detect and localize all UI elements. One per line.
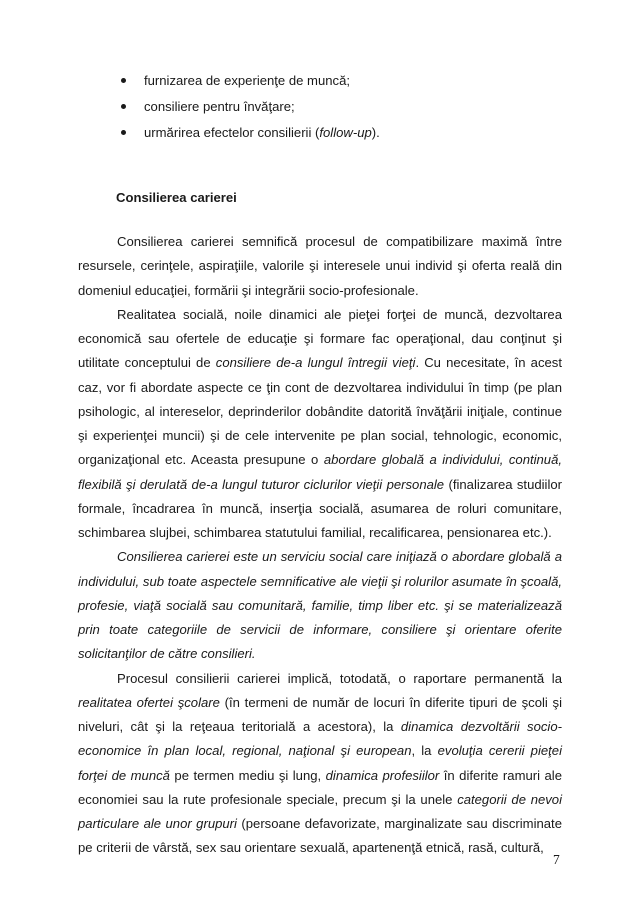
paragraph-4 [78, 667, 562, 861]
paragraph-text: pe termen mediu şi lung, [169, 767, 326, 783]
list-item [118, 68, 558, 94]
section-heading: Consilierea carierei [116, 190, 237, 205]
paragraph-emphasis: dinamica dezvoltării socio-economice în plan local, regional, naţional şi european [78, 719, 562, 759]
body-text [78, 230, 562, 861]
paragraph-emphasis: evoluţia cererii pieţei forţei de muncă [78, 743, 562, 783]
paragraph-text: (în termeni de număr de locuri în diferite tipuri de şcoli şi niveluri, cât şi la reţeaua teritorială a acestora), la [78, 694, 562, 734]
paragraph-text: , la [411, 743, 438, 759]
paragraph-text: . Cu necesitate, în acest caz, vor fi abordate aspecte ce ţin cont de dezvoltarea individului în timp (pe plan psihologic, al intereselor, deprinderilor dobândite datorită învăţării iniţiale, continue şi experienţei muncii) şi de cele intervenite pe plan social, tehnologic, economic, organizaţional etc. Aceasta presupune o [78, 355, 562, 468]
list-item-text-after: ). [371, 125, 380, 140]
paragraph-text: (finalizarea studiilor formale, încadrarea în muncă, inserţia socială, asumarea de roluri comunitare, schimbarea slujbei, schimbarea statutului familial, recalificarea, pensionarea etc.). [78, 476, 563, 540]
paragraph-text: Realitatea socială, noile dinamici ale pieţei forţei de muncă, dezvoltarea economică sau ofertele de educaţie şi formare fac operaţional, dau conţinut şi utilitate conceptului de [78, 306, 562, 371]
paragraph-emphasis: realitatea ofertei şcolare [78, 694, 220, 710]
paragraph-2 [78, 303, 562, 546]
page-number: 7 [553, 852, 560, 867]
paragraph-emphasis: Consilierea carierei este un serviciu social care iniţiază o abordare globală a individului, sub toate aspectele semnificative ale vieţii şi rolurilor asumate în şcoală, profesie, viaţă socială sau comunitară, familie, timp liber etc. şi se materializează prin toate categoriile de servicii de informare, consiliere şi orientare oferite solicitanţilor de către consilieri. [78, 549, 562, 662]
list-item-text-before: urmărirea efectelor consilierii ( [144, 125, 320, 140]
paragraph-emphasis: consiliere de-a lungul întregii vieţi [215, 355, 416, 371]
list-item-text-italic: follow-up [319, 125, 372, 140]
paragraph-text: (persoane defavorizate, marginalizate sau discriminate pe criterii de vârstă, sex sau orientare sexuală, apartenenţă etnică, rasă, cultură, [78, 816, 562, 856]
list-item [118, 120, 558, 146]
paragraph-emphasis: dinamica profesiilor [325, 767, 440, 783]
list-item-text: furnizarea de experienţe de muncă; [144, 73, 350, 88]
list-item-text: consiliere pentru învăţare; [144, 99, 295, 114]
paragraph-3 [78, 545, 562, 666]
bullet-list [118, 68, 558, 146]
paragraph-text: Procesul consilierii carierei implică, totodată, o raportare permanentă la [117, 670, 562, 686]
paragraph-text: în diferite ramuri ale economiei sau la rute profesionale speciale, precum şi la unele [78, 767, 562, 807]
bullet-icon [121, 104, 126, 109]
bullet-icon [121, 78, 126, 83]
paragraph-emphasis: categorii de nevoi particulare ale unor grupuri [78, 791, 562, 831]
paragraph-1 [78, 230, 562, 303]
paragraph-text: Consilierea carierei semnifică procesul de compatibilizare maximă între resursele, cerinţele, aspiraţiile, valorile şi interesele unui individ şi oferta reală din domeniul educaţiei, formării şi integrării socio-profesionale. [78, 234, 562, 298]
list-item [118, 94, 558, 120]
paragraph-emphasis: abordare globală a individului, continuă, flexibilă şi derulată de-a lungul tuturor ciclurilor vieţii personale [78, 452, 563, 492]
bullet-icon [121, 130, 126, 135]
